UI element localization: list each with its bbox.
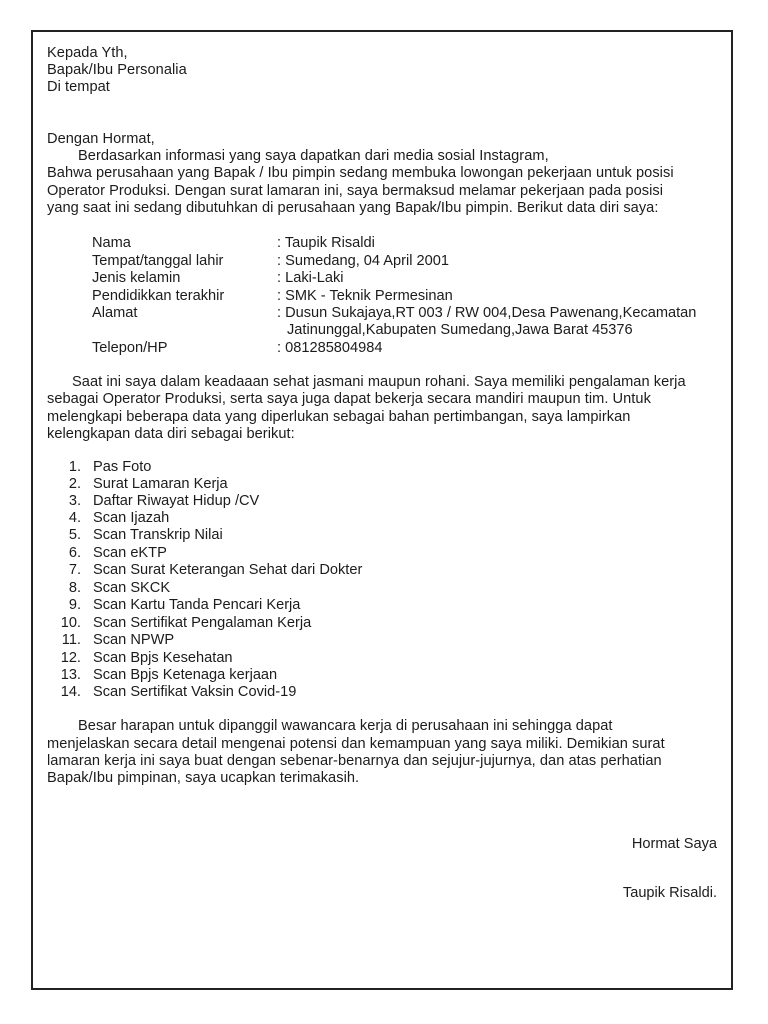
value-alamat-line-2: Jatinunggal,Kabupaten Sumedang,Jawa Barat 45376 — [287, 322, 633, 338]
address-line-2: Bapak/Ibu Personalia — [47, 62, 187, 78]
closing-line-2: menjelaskan secara detail mengenai potensi dan kemampuan yang saya miliki. Demikian surat — [47, 736, 665, 752]
para2-line-3: melengkapi beberapa data yang diperlukan sebagai bahan pertimbangan, saya lampirkan — [47, 409, 631, 425]
address-line-3: Di tempat — [47, 79, 110, 95]
value-telepon: : 081285804984 — [277, 340, 383, 356]
closing-line-3: lamaran kerja ini saya buat dengan sebenar-benarnya dan sejujur-jujurnya, dan atas perhatian — [47, 753, 662, 769]
list-item: Scan Sertifikat Pengalaman Kerja — [93, 615, 312, 631]
closing-line-1: Besar harapan untuk dipanggil wawancara kerja di perusahaan ini sehingga dapat — [78, 718, 613, 734]
signature-name: Taupik Risaldi. — [622, 885, 717, 901]
signoff: Hormat Saya — [631, 836, 717, 852]
list-item-number: 3. — [68, 493, 81, 509]
value-ttl: : Sumedang, 04 April 2001 — [277, 253, 450, 269]
list-item: Scan Surat Keterangan Sehat dari Dokter — [93, 562, 363, 578]
value-nama: : Taupik Risaldi — [277, 235, 375, 251]
list-item: Scan Kartu Tanda Pencari Kerja — [93, 597, 301, 613]
list-item-number: 7. — [68, 562, 81, 578]
list-item-number: 13. — [60, 667, 81, 683]
list-item-number: 4. — [68, 510, 81, 526]
para2-line-1: Saat ini saya dalam keadaaan sehat jasmani maupun rohani. Saya memiliki pengalaman kerja — [72, 374, 686, 390]
list-item: Scan NPWP — [93, 632, 175, 648]
closing-line-4: Bapak/Ibu pimpinan, saya ucapkan terimakasih. — [47, 770, 360, 786]
value-jenis-kelamin: : Laki-Laki — [277, 270, 344, 286]
list-item-number: 11. — [61, 632, 81, 648]
list-item: Scan Bpjs Ketenaga kerjaan — [93, 667, 278, 683]
label-jenis-kelamin: Jenis kelamin — [92, 270, 181, 286]
label-telepon: Telepon/HP — [92, 340, 168, 356]
label-ttl: Tempat/tanggal lahir — [92, 253, 224, 269]
list-item-number: 12. — [60, 650, 81, 666]
list-item: Pas Foto — [93, 459, 152, 475]
list-item: Scan SKCK — [93, 580, 171, 596]
intro-line-4: yang saat ini sedang dibutuhkan di perusahaan yang Bapak/Ibu pimpin. Berikut data diri saya: — [47, 200, 659, 216]
list-item-number: 14. — [60, 684, 81, 700]
list-item: Scan Sertifikat Vaksin Covid-19 — [93, 684, 297, 700]
list-item-number: 2. — [68, 476, 81, 492]
list-item: Scan Ijazah — [93, 510, 170, 526]
list-item-number: 6. — [68, 545, 81, 561]
list-item: Scan Bpjs Kesehatan — [93, 650, 233, 666]
list-item-number: 5. — [68, 527, 81, 543]
list-item-number: 10. — [60, 615, 81, 631]
list-item: Daftar Riwayat Hidup /CV — [93, 493, 260, 509]
value-pendidikan: : SMK - Teknik Permesinan — [277, 288, 453, 304]
salutation: Dengan Hormat, — [47, 131, 155, 147]
value-alamat: : Dusun Sukajaya,RT 003 / RW 004,Desa Pawenang,Kecamatan — [277, 305, 697, 321]
intro-line-3: Operator Produksi. Dengan surat lamaran ini, saya bermaksud melamar pekerjaan pada posisi — [47, 183, 664, 199]
label-alamat: Alamat — [92, 305, 138, 321]
list-item: Surat Lamaran Kerja — [93, 476, 228, 492]
list-item-number: 1. — [68, 459, 81, 475]
address-line-1: Kepada Yth, — [47, 45, 128, 61]
list-item: Scan eKTP — [93, 545, 167, 561]
label-pendidikan: Pendidikkan terakhir — [92, 288, 225, 304]
letter-page — [31, 30, 733, 990]
list-item-number: 8. — [68, 580, 81, 596]
intro-line-2: Bahwa perusahaan yang Bapak / Ibu pimpin sedang membuka lowongan pekerjaan untuk posisi — [47, 165, 674, 181]
list-item-number: 9. — [68, 597, 81, 613]
list-item: Scan Transkrip Nilai — [93, 527, 223, 543]
intro-line-1: Berdasarkan informasi yang saya dapatkan dari media sosial Instagram, — [78, 148, 549, 164]
label-nama: Nama — [92, 235, 131, 251]
para2-line-2: sebagai Operator Produksi, serta saya juga dapat bekerja secara mandiri maupun tim. Untuk — [47, 391, 651, 407]
para2-line-4: kelengkapan data diri sebagai berikut: — [47, 426, 295, 442]
